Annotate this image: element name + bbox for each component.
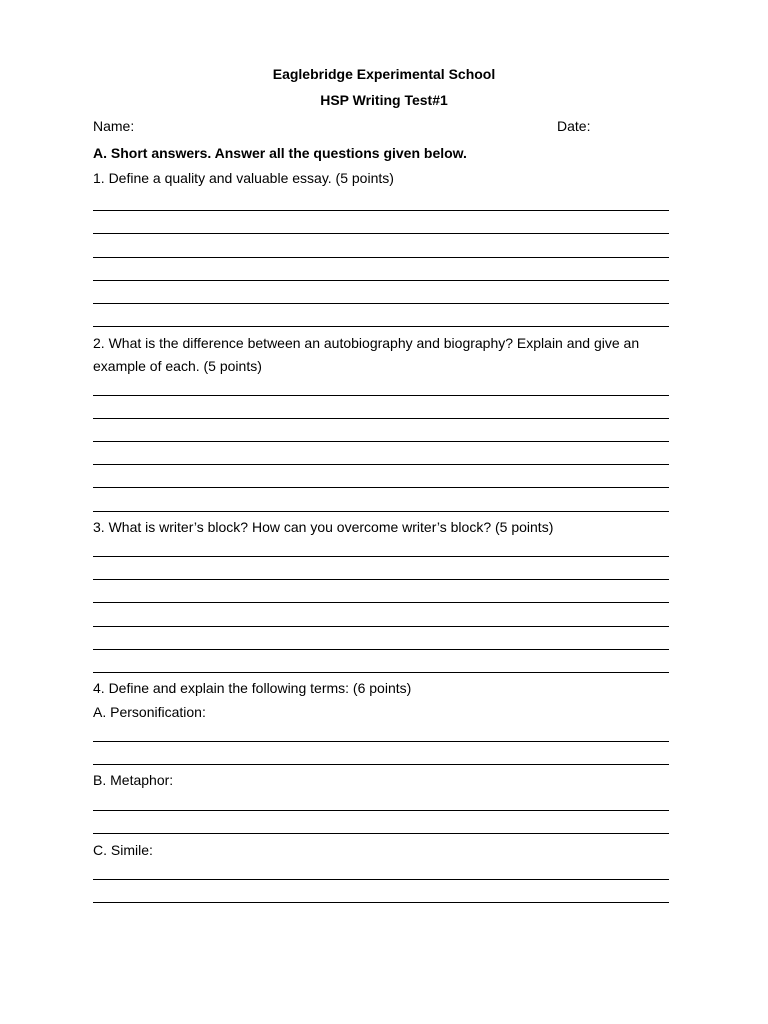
answer-line-q2-4[interactable] [93, 464, 669, 465]
answer-line-q3-6[interactable] [93, 672, 669, 673]
answer-line-q3-3[interactable] [93, 602, 669, 603]
answer-line-q3-5[interactable] [93, 649, 669, 650]
question-2-line-2: example of each. (5 points) [93, 358, 262, 374]
answer-line-q4b-2[interactable] [93, 833, 669, 834]
question-4c: C. Simile: [93, 842, 153, 858]
answer-line-q4c-2[interactable] [93, 902, 669, 903]
answer-line-q1-1[interactable] [93, 210, 669, 211]
question-4b: B. Metaphor: [93, 772, 174, 788]
answer-line-q1-5[interactable] [93, 303, 669, 304]
question-2-line-1: 2. What is the difference between an autobiography and biography? Explain and give an [93, 335, 640, 351]
answer-line-q4b-1[interactable] [93, 810, 669, 811]
answer-line-q1-6[interactable] [93, 326, 669, 327]
answer-line-q3-2[interactable] [93, 579, 669, 580]
date-label: Date: [557, 118, 591, 134]
answer-line-q4a-1[interactable] [93, 741, 669, 742]
answer-line-q4a-2[interactable] [93, 764, 669, 765]
answer-line-q1-4[interactable] [93, 280, 669, 281]
answer-line-q1-2[interactable] [93, 233, 669, 234]
school-title: Eaglebridge Experimental School [272, 66, 496, 82]
test-title: HSP Writing Test#1 [320, 92, 448, 108]
answer-line-q2-5[interactable] [93, 487, 669, 488]
answer-line-q2-6[interactable] [93, 511, 669, 512]
name-label: Name: [93, 118, 135, 134]
answer-line-q2-3[interactable] [93, 441, 669, 442]
section-a-heading: A. Short answers. Answer all the questions given below. [93, 145, 467, 161]
question-1: 1. Define a quality and valuable essay. (5 points) [93, 170, 394, 186]
answer-line-q4c-1[interactable] [93, 879, 669, 880]
answer-line-q2-1[interactable] [93, 395, 669, 396]
answer-line-q3-1[interactable] [93, 556, 669, 557]
question-3: 3. What is writer’s block? How can you overcome writer’s block? (5 points) [93, 519, 554, 535]
question-4a: A. Personification: [93, 704, 206, 720]
answer-line-q2-2[interactable] [93, 418, 669, 419]
answer-line-q1-3[interactable] [93, 257, 669, 258]
answer-line-q3-4[interactable] [93, 626, 669, 627]
question-4: 4. Define and explain the following terms: (6 points) [93, 680, 412, 696]
